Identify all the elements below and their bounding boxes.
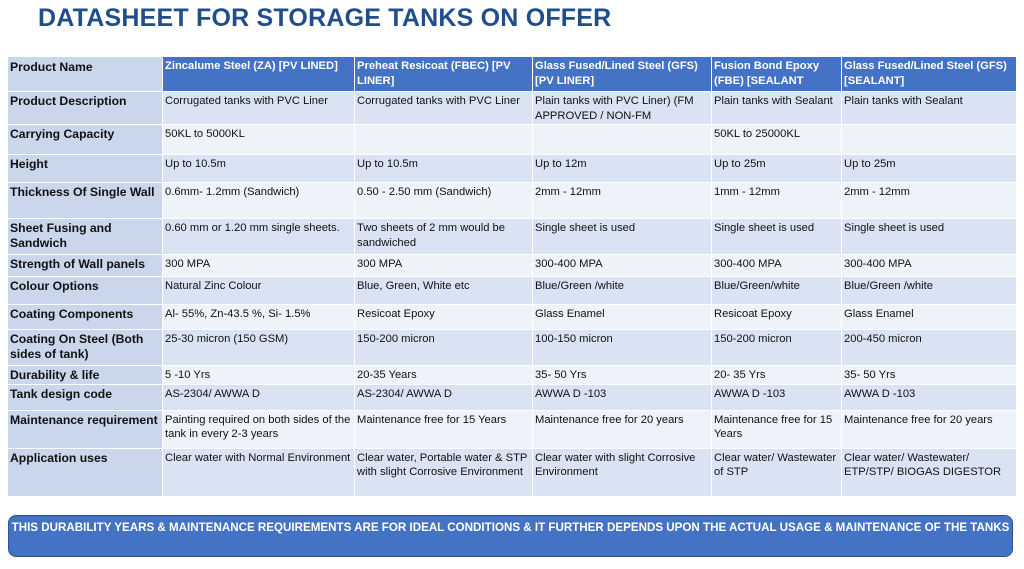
row-label: Height xyxy=(8,155,163,183)
table-cell: 50KL to 5000KL xyxy=(163,125,355,155)
table-cell xyxy=(355,125,533,155)
column-header: Glass Fused/Lined Steel (GFS) [PV LINER] xyxy=(533,57,712,92)
table-cell: 2mm - 12mm xyxy=(533,183,712,219)
table-cell xyxy=(533,125,712,155)
table-cell: Up to 10.5m xyxy=(355,155,533,183)
product-name-label: Product Name xyxy=(8,57,163,92)
table-row xyxy=(8,384,1017,410)
table-cell: 50KL to 25000KL xyxy=(712,125,842,155)
table-cell: AS-2304/ AWWA D xyxy=(163,384,355,410)
table-cell: 0.50 - 2.50 mm (Sandwich) xyxy=(355,183,533,219)
table-cell: Blue/Green/white xyxy=(712,277,842,305)
table-row xyxy=(8,277,1017,305)
row-label: Coating On Steel (Both sides of tank) xyxy=(8,330,163,366)
table-cell: Maintenance free for 20 years xyxy=(533,410,712,448)
row-label: Colour Options xyxy=(8,277,163,305)
table-cell: 20- 35 Yrs xyxy=(712,366,842,385)
table-row xyxy=(8,219,1017,255)
row-label: Strength of Wall panels xyxy=(8,255,163,277)
table-cell: Corrugated tanks with PVC Liner xyxy=(163,92,355,125)
row-label: Application uses xyxy=(8,448,163,496)
page-title: DATASHEET FOR STORAGE TANKS ON OFFER xyxy=(38,4,612,32)
conditions-note: THIS DURABILITY YEARS & MAINTENANCE REQUIREMENTS ARE FOR IDEAL CONDITIONS & IT FURTHER DEPENDS UPON THE ACTUAL USAGE & MAINTENANCE OF THE TANKS xyxy=(8,515,1013,557)
table-row xyxy=(8,183,1017,219)
table-cell: Glass Enamel xyxy=(533,305,712,330)
table-cell: Up to 25m xyxy=(712,155,842,183)
table-cell: Plain tanks with Sealant xyxy=(712,92,842,125)
column-header: Glass Fused/Lined Steel (GFS) [SEALANT] xyxy=(842,57,1017,92)
table-cell: 0.6mm- 1.2mm (Sandwich) xyxy=(163,183,355,219)
table-cell: Single sheet is used xyxy=(842,219,1017,255)
table-cell: Clear water, Portable water & STP with slight Corrosive Environment xyxy=(355,448,533,496)
table-row xyxy=(8,92,1017,125)
table-cell: Two sheets of 2 mm would be sandwiched xyxy=(355,219,533,255)
table-cell: Plain tanks with PVC Liner) (FM APPROVED / NON-FM xyxy=(533,92,712,125)
table-cell: AWWA D -103 xyxy=(533,384,712,410)
table-cell: 300 MPA xyxy=(355,255,533,277)
table-cell: Clear water with slight Corrosive Environment xyxy=(533,448,712,496)
table-cell: Al- 55%, Zn-43.5 %, Si- 1.5% xyxy=(163,305,355,330)
table-cell: AS-2304/ AWWA D xyxy=(355,384,533,410)
row-label: Sheet Fusing and Sandwich xyxy=(8,219,163,255)
table-cell: Resicoat Epoxy xyxy=(355,305,533,330)
row-label: Product Description xyxy=(8,92,163,125)
row-label: Tank design code xyxy=(8,384,163,410)
table-cell: Up to 25m xyxy=(842,155,1017,183)
header-row xyxy=(8,57,1017,92)
column-header: Zincalume Steel (ZA) [PV LINED] xyxy=(163,57,355,92)
table-cell: 20-35 Years xyxy=(355,366,533,385)
table-cell: 150-200 micron xyxy=(355,330,533,366)
table-cell: AWWA D -103 xyxy=(712,384,842,410)
table-row xyxy=(8,448,1017,496)
table-row xyxy=(8,330,1017,366)
table-cell: Resicoat Epoxy xyxy=(712,305,842,330)
row-label: Carrying Capacity xyxy=(8,125,163,155)
table-cell: Single sheet is used xyxy=(533,219,712,255)
table-cell xyxy=(842,125,1017,155)
table-cell: Blue, Green, White etc xyxy=(355,277,533,305)
table-cell: Natural Zinc Colour xyxy=(163,277,355,305)
table-cell: 150-200 micron xyxy=(712,330,842,366)
table-row xyxy=(8,155,1017,183)
table-cell: Plain tanks with Sealant xyxy=(842,92,1017,125)
table-cell: 300 MPA xyxy=(163,255,355,277)
table-cell: Blue/Green /white xyxy=(842,277,1017,305)
table-cell: Corrugated tanks with PVC Liner xyxy=(355,92,533,125)
table-cell: AWWA D -103 xyxy=(842,384,1017,410)
table-cell: Blue/Green /white xyxy=(533,277,712,305)
table-cell: 35- 50 Yrs xyxy=(842,366,1017,385)
table-cell: Up to 10.5m xyxy=(163,155,355,183)
row-label: Coating Components xyxy=(8,305,163,330)
table-cell: 100-150 micron xyxy=(533,330,712,366)
table-cell: Glass Enamel xyxy=(842,305,1017,330)
table-row xyxy=(8,366,1017,385)
table-cell: Single sheet is used xyxy=(712,219,842,255)
row-label: Thickness Of Single Wall xyxy=(8,183,163,219)
table-row xyxy=(8,125,1017,155)
table-cell: Maintenance free for 20 years xyxy=(842,410,1017,448)
table-cell: 300-400 MPA xyxy=(712,255,842,277)
table-cell: Clear water/ Wastewater/ ETP/STP/ BIOGAS DIGESTOR xyxy=(842,448,1017,496)
row-label: Maintenance requirement xyxy=(8,410,163,448)
column-header: Preheat Resicoat (FBEC) [PV LINER] xyxy=(355,57,533,92)
table-cell: Maintenance free for 15 Years xyxy=(355,410,533,448)
table-row xyxy=(8,305,1017,330)
table-cell: 300-400 MPA xyxy=(533,255,712,277)
table-cell: 2mm - 12mm xyxy=(842,183,1017,219)
table-cell: 300-400 MPA xyxy=(842,255,1017,277)
table-cell: Up to 12m xyxy=(533,155,712,183)
table-row xyxy=(8,255,1017,277)
table-cell: 35- 50 Yrs xyxy=(533,366,712,385)
table-cell: Clear water with Normal Environment xyxy=(163,448,355,496)
table-cell: 200-450 micron xyxy=(842,330,1017,366)
table-cell: 5 -10 Yrs xyxy=(163,366,355,385)
datasheet-table xyxy=(7,56,1017,497)
table-cell: Maintenance free for 15 Years xyxy=(712,410,842,448)
table-cell: 1mm - 12mm xyxy=(712,183,842,219)
table-cell: 0.60 mm or 1.20 mm single sheets. xyxy=(163,219,355,255)
column-header: Fusion Bond Epoxy (FBE) [SEALANT xyxy=(712,57,842,92)
table-cell: Painting required on both sides of the tank in every 2-3 years xyxy=(163,410,355,448)
table-row xyxy=(8,410,1017,448)
row-label: Durability & life xyxy=(8,366,163,385)
table-cell: 25-30 micron (150 GSM) xyxy=(163,330,355,366)
table-cell: Clear water/ Wastewater of STP xyxy=(712,448,842,496)
